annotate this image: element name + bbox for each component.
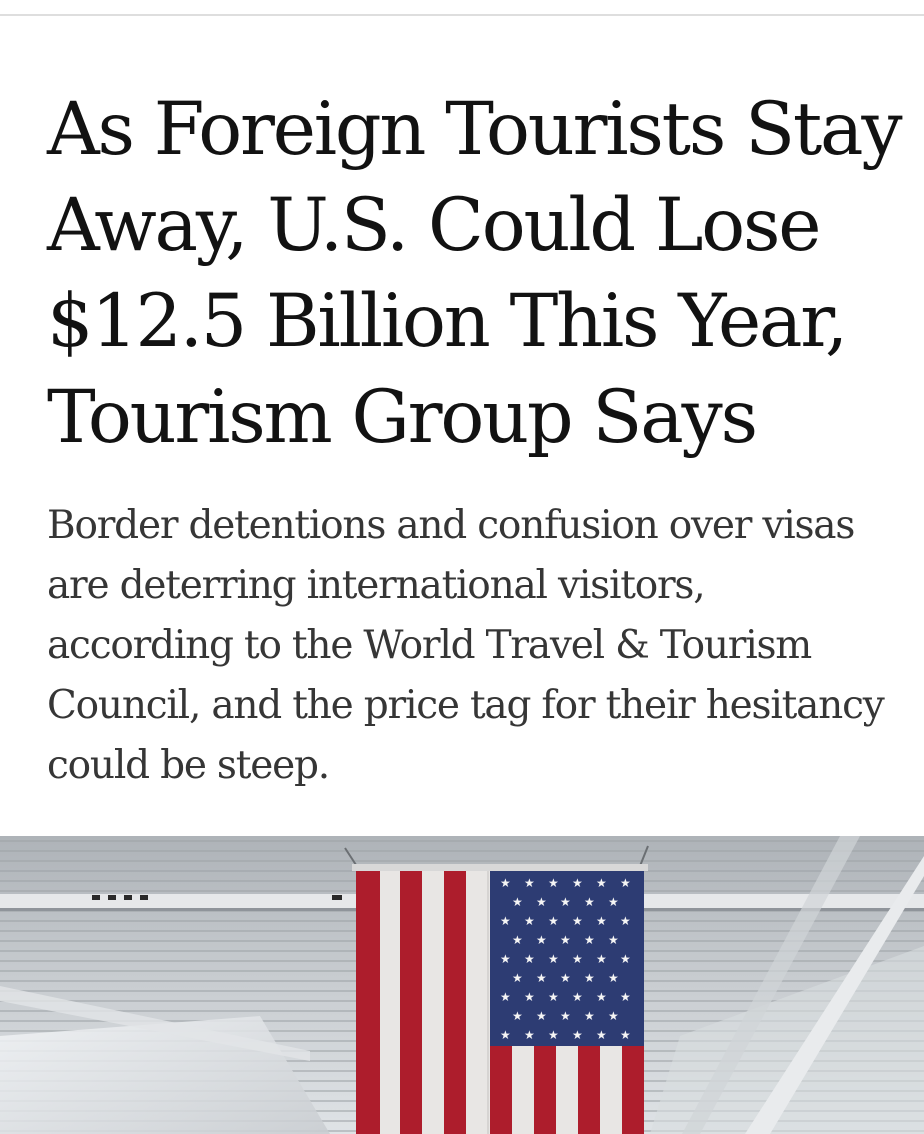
summary-line: are deterring international visitors,	[47, 563, 705, 608]
flag-star: ★	[560, 895, 571, 909]
flag-star: ★	[512, 1009, 523, 1023]
flag-star: ★	[548, 990, 559, 1004]
flag-star: ★	[620, 1028, 631, 1042]
flag-star: ★	[608, 1009, 619, 1023]
flag-star: ★	[560, 933, 571, 947]
flag-star: ★	[512, 895, 523, 909]
american-flag-image	[345, 846, 648, 1134]
flag-star: ★	[512, 933, 523, 947]
flag-star: ★	[548, 914, 559, 928]
flag-star: ★	[584, 1009, 595, 1023]
flag-star: ★	[500, 876, 511, 890]
article-summary	[47, 496, 907, 796]
summary-line: Border detentions and confusion over visas	[47, 503, 855, 548]
flag-star: ★	[620, 914, 631, 928]
flag-star: ★	[572, 990, 583, 1004]
flag-star: ★	[572, 914, 583, 928]
summary-line: Council, and the price tag for their hesitancy	[47, 683, 884, 728]
flag-star: ★	[524, 914, 535, 928]
flag-star: ★	[512, 971, 523, 985]
flag-star: ★	[500, 952, 511, 966]
flag-star: ★	[536, 971, 547, 985]
headline-line: Tourism Group Says	[47, 375, 756, 460]
flag-star: ★	[596, 990, 607, 1004]
flag-star: ★	[548, 876, 559, 890]
flag-star: ★	[524, 952, 535, 966]
flag-star: ★	[560, 1009, 571, 1023]
flag-star: ★	[572, 1028, 583, 1042]
flag-star: ★	[596, 876, 607, 890]
summary-line: could be steep.	[47, 743, 329, 788]
flag-star: ★	[560, 971, 571, 985]
flag-star: ★	[524, 876, 535, 890]
flag-star: ★	[548, 952, 559, 966]
flag-star: ★	[500, 914, 511, 928]
flag-star: ★	[608, 971, 619, 985]
headline-line: Away, U.S. Could Lose	[47, 183, 820, 268]
flag-star: ★	[572, 952, 583, 966]
flag-star: ★	[608, 895, 619, 909]
flag-star: ★	[620, 990, 631, 1004]
lead-photo[interactable]	[0, 836, 924, 1134]
headline	[47, 82, 907, 466]
flag-star: ★	[620, 952, 631, 966]
flag-star: ★	[548, 1028, 559, 1042]
flag-star: ★	[524, 1028, 535, 1042]
flag-star: ★	[620, 876, 631, 890]
flag-star: ★	[584, 895, 595, 909]
flag-star: ★	[596, 914, 607, 928]
summary-line: according to the World Travel & Tourism	[47, 623, 812, 668]
flag-star: ★	[536, 1009, 547, 1023]
flag-star: ★	[608, 933, 619, 947]
flag-star: ★	[524, 990, 535, 1004]
flag-star: ★	[584, 933, 595, 947]
flag-star: ★	[500, 990, 511, 1004]
flag-star: ★	[500, 1028, 511, 1042]
top-divider	[0, 14, 924, 16]
headline-line: $12.5 Billion This Year,	[47, 279, 846, 364]
flag-star: ★	[596, 1028, 607, 1042]
flag-star: ★	[584, 971, 595, 985]
flag-star: ★	[572, 876, 583, 890]
headline-line: As Foreign Tourists Stay	[47, 87, 901, 172]
flag-star: ★	[536, 895, 547, 909]
flag-star: ★	[536, 933, 547, 947]
flag-star: ★	[596, 952, 607, 966]
